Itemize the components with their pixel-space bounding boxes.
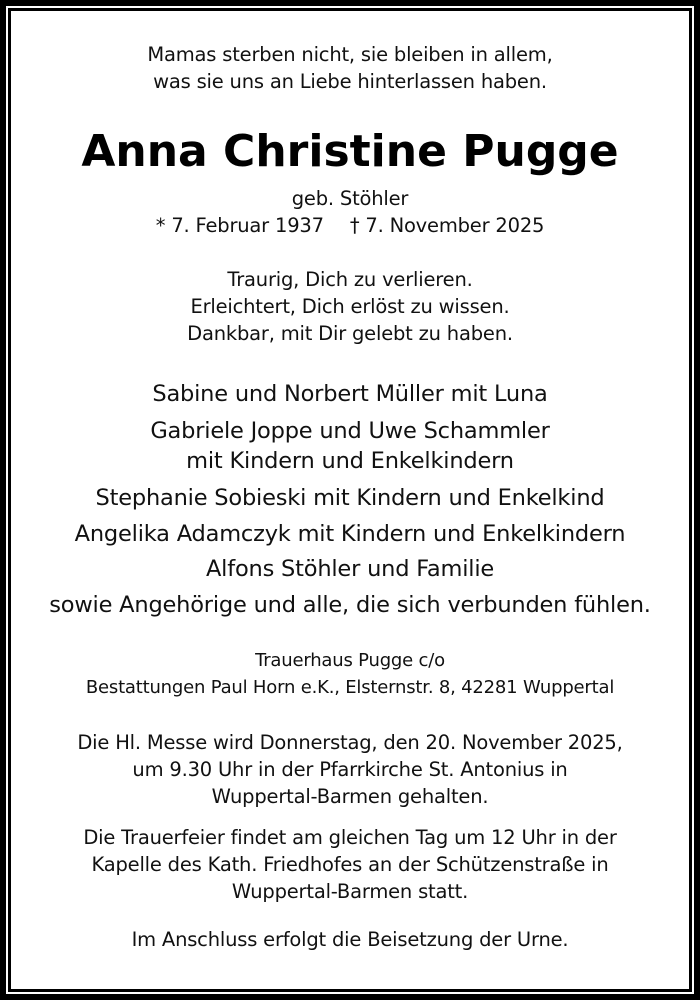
ceremony-line: Kapelle des Kath. Friedhofes an der Schützenstraße in (91, 853, 609, 876)
mourner-line: Sabine und Norbert Müller mit Luna (152, 381, 548, 407)
birth-date: * 7. Februar 1937 (155, 214, 324, 237)
mourner-line: Stephanie Sobieski mit Kindern und Enkelkind (95, 485, 605, 511)
ceremony-line: Die Trauerfeier findet am gleichen Tag um 12 Uhr in der (83, 826, 617, 849)
life-dates (11, 216, 689, 236)
ceremony-line: Wuppertal-Barmen statt. (231, 880, 469, 903)
quote-line: Mamas sterben nicht, sie bleiben in allem, (147, 43, 553, 66)
death-date: † 7. November 2025 (349, 214, 545, 237)
quote-line: was sie uns an Liebe hinterlassen haben. (153, 70, 547, 93)
address-line: Bestattungen Paul Horn e.K., Elsternstr. 8, 42281 Wuppertal (85, 677, 615, 698)
burial-note: Im Anschluss erfolgt die Beisetzung der Urne. (131, 928, 569, 951)
maiden-name: geb. Stöhler (291, 187, 409, 210)
deceased-name: Anna Christine Pugge (81, 126, 619, 177)
poem-line: Traurig, Dich zu verlieren. (227, 268, 473, 291)
mourner-line: Alfons Stöhler und Familie (205, 556, 495, 582)
address-line: Trauerhaus Pugge c/o (255, 650, 445, 671)
poem-line: Erleichtert, Dich erlöst zu wissen. (190, 295, 510, 318)
poem-line: Dankbar, mit Dir gelebt zu haben. (187, 322, 513, 345)
mourner-line: Gabriele Joppe und Uwe Schammler (150, 418, 550, 444)
mass-line: um 9.30 Uhr in der Pfarrkirche St. Antonius in (132, 758, 568, 781)
obituary-notice (11, 11, 689, 989)
mass-line: Wuppertal-Barmen gehalten. (211, 785, 489, 808)
mourner-line: sowie Angehörige und alle, die sich verbunden fühlen. (49, 592, 651, 618)
mass-line: Die Hl. Messe wird Donnerstag, den 20. November 2025, (77, 731, 623, 754)
mourner-line: Angelika Adamczyk mit Kindern und Enkelkindern (74, 521, 626, 547)
mourner-line: mit Kindern und Enkelkindern (186, 448, 514, 474)
